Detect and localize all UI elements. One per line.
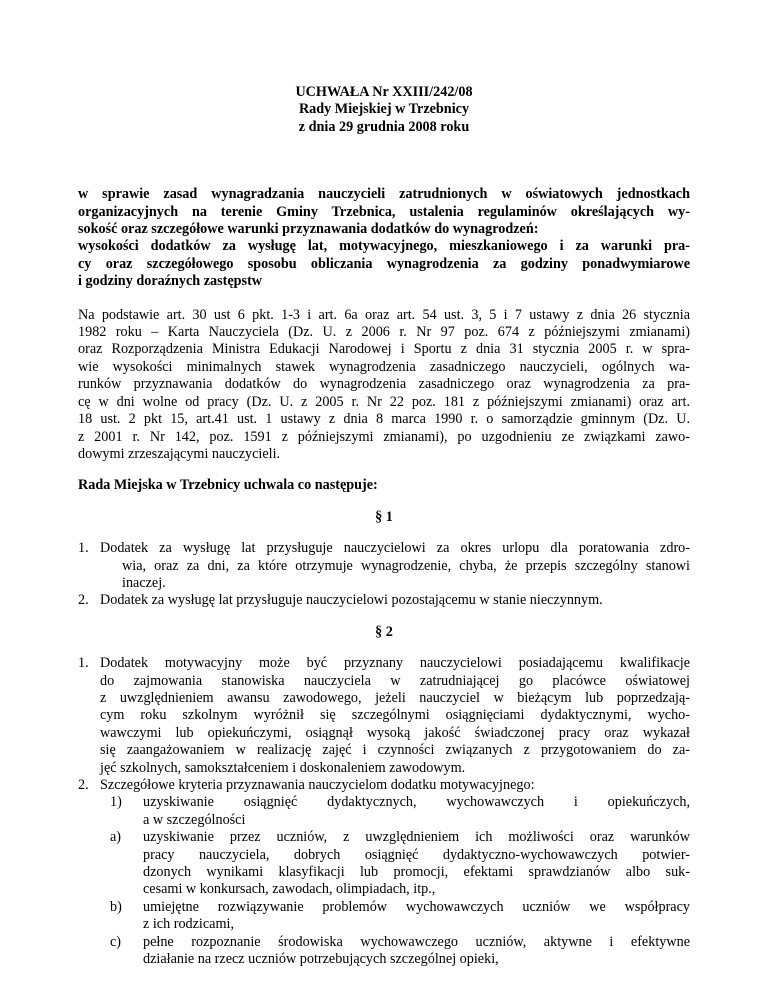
subpoint-line: uzyskiwanie przez uczniów, z uwzględnieniem ich możliwości oraz warunków: [143, 829, 690, 846]
section-2-item-2: [78, 777, 690, 794]
item-line: do zajmowania stanowiska nauczyciela w zatrudniającej go placówce oświatowej: [100, 672, 690, 689]
subpoint-letter: a): [110, 829, 122, 846]
basis-line: oraz Rozporządzenia Ministra Edukacji Narodowej i Sportu z dnia 31 stycznia 2005 r. w spra-: [78, 341, 690, 358]
subject-line: organizacyjnych na terenie Gminy Trzebnica, ustalenia regulaminów określających wy-: [78, 203, 690, 220]
subject-line: cy oraz szczegółowego sposobu obliczania wynagrodzenia za godziny ponadwymiarowe: [78, 255, 690, 272]
item-line: się zaangażowaniem w realizację zajęć i czynności związanych z przygotowaniem do za-: [100, 742, 690, 759]
item-line: cym roku szkolnym wyróżnił się szczególnymi osiągnięciami dydaktycznymi, wycho-: [100, 707, 690, 724]
legal-basis: [78, 307, 690, 464]
resolution-subject: [78, 186, 690, 290]
criteria-subpoint-a: [78, 829, 690, 899]
basis-line: cę w dni wolne od pracy (Dz. U. z 2005 r. Nr 22 poz. 181 z późniejszymi zmianami) oraz art.: [78, 393, 690, 410]
item-line: Dodatek motywacyjny może być przyznany nauczycielowi posiadającemu kwalifikacje: [100, 655, 690, 672]
basis-line: wie wysokości minimalnych stawek wynagrodzenia zasadniczego nauczycieli, ogólnych wa-: [78, 358, 690, 375]
item-line: z uwzględnieniem awansu zawodowego, jeżeli nauczyciel w bieżącym lub poprzedzają-: [100, 689, 690, 706]
subpoint-line: cesami w konkursach, zawodach, olimpiadach, itp.,: [143, 881, 436, 898]
basis-line: dowymi zrzeszającymi nauczycieli.: [78, 445, 281, 462]
basis-line: z 2001 r. Nr 142, poz. 1591 z późniejszymi zmianami), po uzgodnieniu ze związkami zawo-: [78, 428, 690, 445]
resolve-clause: Rada Miejska w Trzebnicy uchwala co następuje:: [78, 477, 378, 494]
document-page: [78, 84, 690, 968]
basis-line: 1982 roku – Karta Nauczyciela (Dz. U. z 2006 r. Nr 97 poz. 674 z późniejszymi zmianami): [78, 324, 690, 341]
subpoint-line: pracy nauczyciela, dobrych osiągnięć dydaktyczno-wychowawczych potwier-: [143, 846, 690, 863]
item-number: 2.: [78, 777, 89, 793]
item-number: 2.: [78, 592, 89, 609]
item-line: inaczej.: [122, 574, 166, 591]
subpoint-line: pełne rozpoznanie środowiska wychowawczego uczniów, aktywne i efektywne: [143, 933, 690, 950]
section-2-item-1: [78, 655, 690, 777]
item-line: jęć szkolnych, samokształceniem i doskonaleniem zawodowym.: [100, 759, 466, 776]
basis-line: runków przyznawania dodatków do wynagrodzenia zasadniczego oraz wynagrodzenia za pra-: [78, 376, 690, 393]
point-line: a w szczególności: [143, 811, 246, 828]
subject-line: w sprawie zasad wynagradzania nauczycieli zatrudnionych w oświatowych jednostkach: [78, 186, 690, 203]
section-1-item-2: [78, 592, 690, 609]
item-number: 1.: [78, 655, 89, 672]
resolution-header: [78, 84, 690, 136]
item-line: Dodatek za wysługę lat przysługuje nauczycielowi za okres urlopu dla poratowania zdro-: [100, 540, 690, 557]
subpoint-line: dzonych wynikami klasyfikacji lub promocji, efektami sprawdzianów albo suk-: [143, 864, 690, 881]
item-line: Szczegółowe kryteria przyznawania nauczycielom dodatku motywacyjnego:: [100, 777, 535, 793]
subpoint-line: działanie na rzecz uczniów potrzebujących szczególnej opieki,: [143, 951, 499, 968]
basis-line: 18 ust. 2 pkt 15, art.41 ust. 1 ustawy z dnia 8 marca 1990 r. o samorządzie gminnym (Dz. U.: [78, 411, 690, 428]
criteria-subpoint-b: [78, 899, 690, 934]
item-line: wia, oraz za dni, za które otrzymuje wynagrodzenie, chyba, że przepis szczególny stanowi: [122, 557, 690, 574]
subpoint-line: umiejętne rozwiązywanie problemów wychowawczych uczniów we współpracy: [143, 898, 690, 915]
council-name: Rady Miejskiej w Trzebnicy: [298, 101, 470, 118]
subpoint-line: z ich rodzicami,: [143, 916, 234, 933]
subject-line: wysokości dodatków za wysługę lat, motywacyjnego, mieszkaniowego i za warunki pra-: [78, 238, 690, 255]
resolution-number: UCHWAŁA Nr XXIII/242/08: [295, 84, 473, 100]
item-line: wawczymi lub opiekuńczymi, osiągnął wysoką jakość świadczonej pracy oraz wykazał: [100, 724, 690, 741]
basis-line: Na podstawie art. 30 ust 6 pkt. 1-3 i art. 6a oraz art. 54 ust. 3, 5 i 7 ustawy z dnia 26 stycznia: [78, 306, 690, 323]
item-line: Dodatek za wysługę lat przysługuje nauczycielowi pozostającemu w stanie nieczynnym.: [100, 592, 603, 609]
item-number: 1.: [78, 540, 89, 557]
resolution-date: z dnia 29 grudnia 2008 roku: [298, 118, 470, 135]
subject-line: i godziny doraźnych zastępstw: [78, 273, 263, 290]
criteria-subpoint-c: [78, 934, 690, 969]
criteria-point-1: [78, 794, 690, 829]
section-1-item-1: [78, 540, 690, 592]
point-line: uzyskiwanie osiągnięć dydaktycznych, wychowawczych i opiekuńczych,: [143, 794, 690, 811]
section-1-title: § 1: [375, 508, 393, 525]
subpoint-letter: b): [110, 898, 122, 915]
subject-line: sokość oraz szczegółowe warunki przyznawania dodatków do wynagrodzeń:: [78, 221, 539, 238]
subpoint-letter: c): [110, 933, 122, 950]
section-2-title: § 2: [375, 623, 393, 640]
point-number: 1): [110, 794, 122, 811]
